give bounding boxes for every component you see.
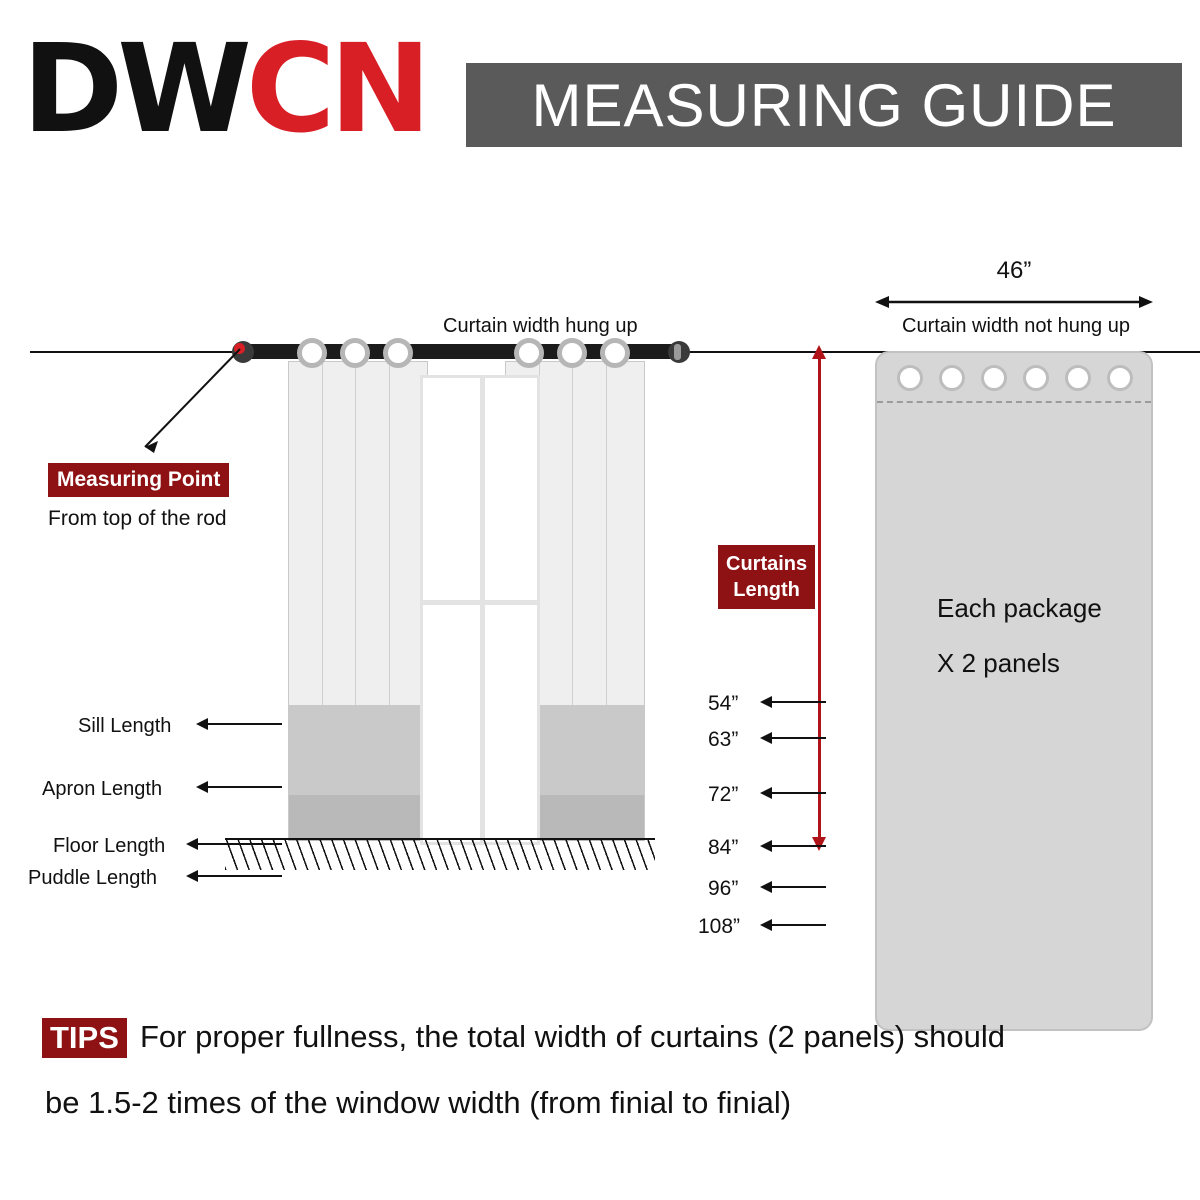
brand-logo-dw: DW — [22, 18, 246, 160]
size-label-84: 84” — [708, 836, 739, 859]
size-arrow-54 — [760, 692, 830, 712]
size-label-63: 63” — [708, 728, 739, 751]
label-puddle-length: Puddle Length — [28, 867, 158, 889]
puddle-length-arrow — [186, 867, 286, 887]
measuring-guide-banner — [466, 63, 1182, 147]
size-label-72: 72” — [708, 783, 739, 806]
floor-hatching — [225, 838, 655, 870]
measuring-point-badge: Measuring Point — [48, 463, 229, 497]
curtains-length-line1: Curtains — [726, 553, 808, 575]
brand-logo-cn: CN — [245, 18, 426, 160]
brand-logo — [22, 18, 426, 160]
apron-length-arrow — [196, 778, 286, 798]
measuring-point-subtitle: From top of the rod — [48, 507, 227, 530]
tips-line1: For proper fullness, the total width of curtains (2 panels) should — [140, 1019, 1006, 1054]
tips-section — [0, 1005, 1200, 1200]
size-arrow-63 — [760, 728, 830, 748]
size-label-108: 108” — [698, 915, 741, 938]
size-arrow-72 — [760, 783, 830, 803]
grommet-icon — [939, 365, 965, 391]
grommet-icon — [1065, 365, 1091, 391]
sill-length-arrow — [196, 715, 286, 735]
size-label-96: 96” — [708, 877, 739, 900]
grommet-icon — [383, 338, 413, 368]
size-label-54: 54” — [708, 692, 739, 715]
grommet-icon — [557, 338, 587, 368]
label-sill-length: Sill Length — [78, 715, 172, 737]
page-header — [0, 0, 1200, 175]
grommet-icon — [600, 338, 630, 368]
window-graphic — [420, 375, 540, 845]
package-panel — [875, 351, 1153, 1031]
curtain-width-not-hung-caption: Curtain width not hung up — [902, 315, 1130, 337]
size-arrow-84 — [760, 836, 830, 856]
grommet-icon — [1023, 365, 1049, 391]
curtain-panel-left-hem — [289, 795, 427, 841]
measuring-diagram — [0, 175, 1200, 1005]
grommet-icon — [897, 365, 923, 391]
package-width-value: 46” — [996, 257, 1032, 284]
grommet-icon — [297, 338, 327, 368]
label-apron-length: Apron Length — [42, 778, 163, 800]
size-arrow-96 — [760, 877, 830, 897]
curtain-width-hung-caption: Curtain width hung up — [443, 315, 638, 337]
grommet-icon — [1107, 365, 1133, 391]
size-arrow-108 — [760, 915, 830, 935]
curtains-length-badge — [718, 545, 815, 609]
tips-badge: TIPS — [42, 1018, 127, 1058]
curtains-length-line2: Length — [733, 579, 800, 601]
package-text-line1: Each package — [937, 593, 1102, 623]
grommet-icon — [981, 365, 1007, 391]
package-text-line2: X 2 panels — [937, 648, 1060, 678]
grommet-icon — [340, 338, 370, 368]
grommet-icon — [514, 338, 544, 368]
floor-length-arrow — [186, 835, 286, 855]
measuring-guide-title: MEASURING GUIDE — [531, 71, 1117, 139]
package-width-arrow — [875, 295, 1153, 309]
rod-finial-right-inner — [674, 344, 681, 360]
tips-line2: be 1.5-2 times of the window width (from finial to finial) — [45, 1085, 792, 1120]
label-floor-length: Floor Length — [53, 835, 166, 857]
